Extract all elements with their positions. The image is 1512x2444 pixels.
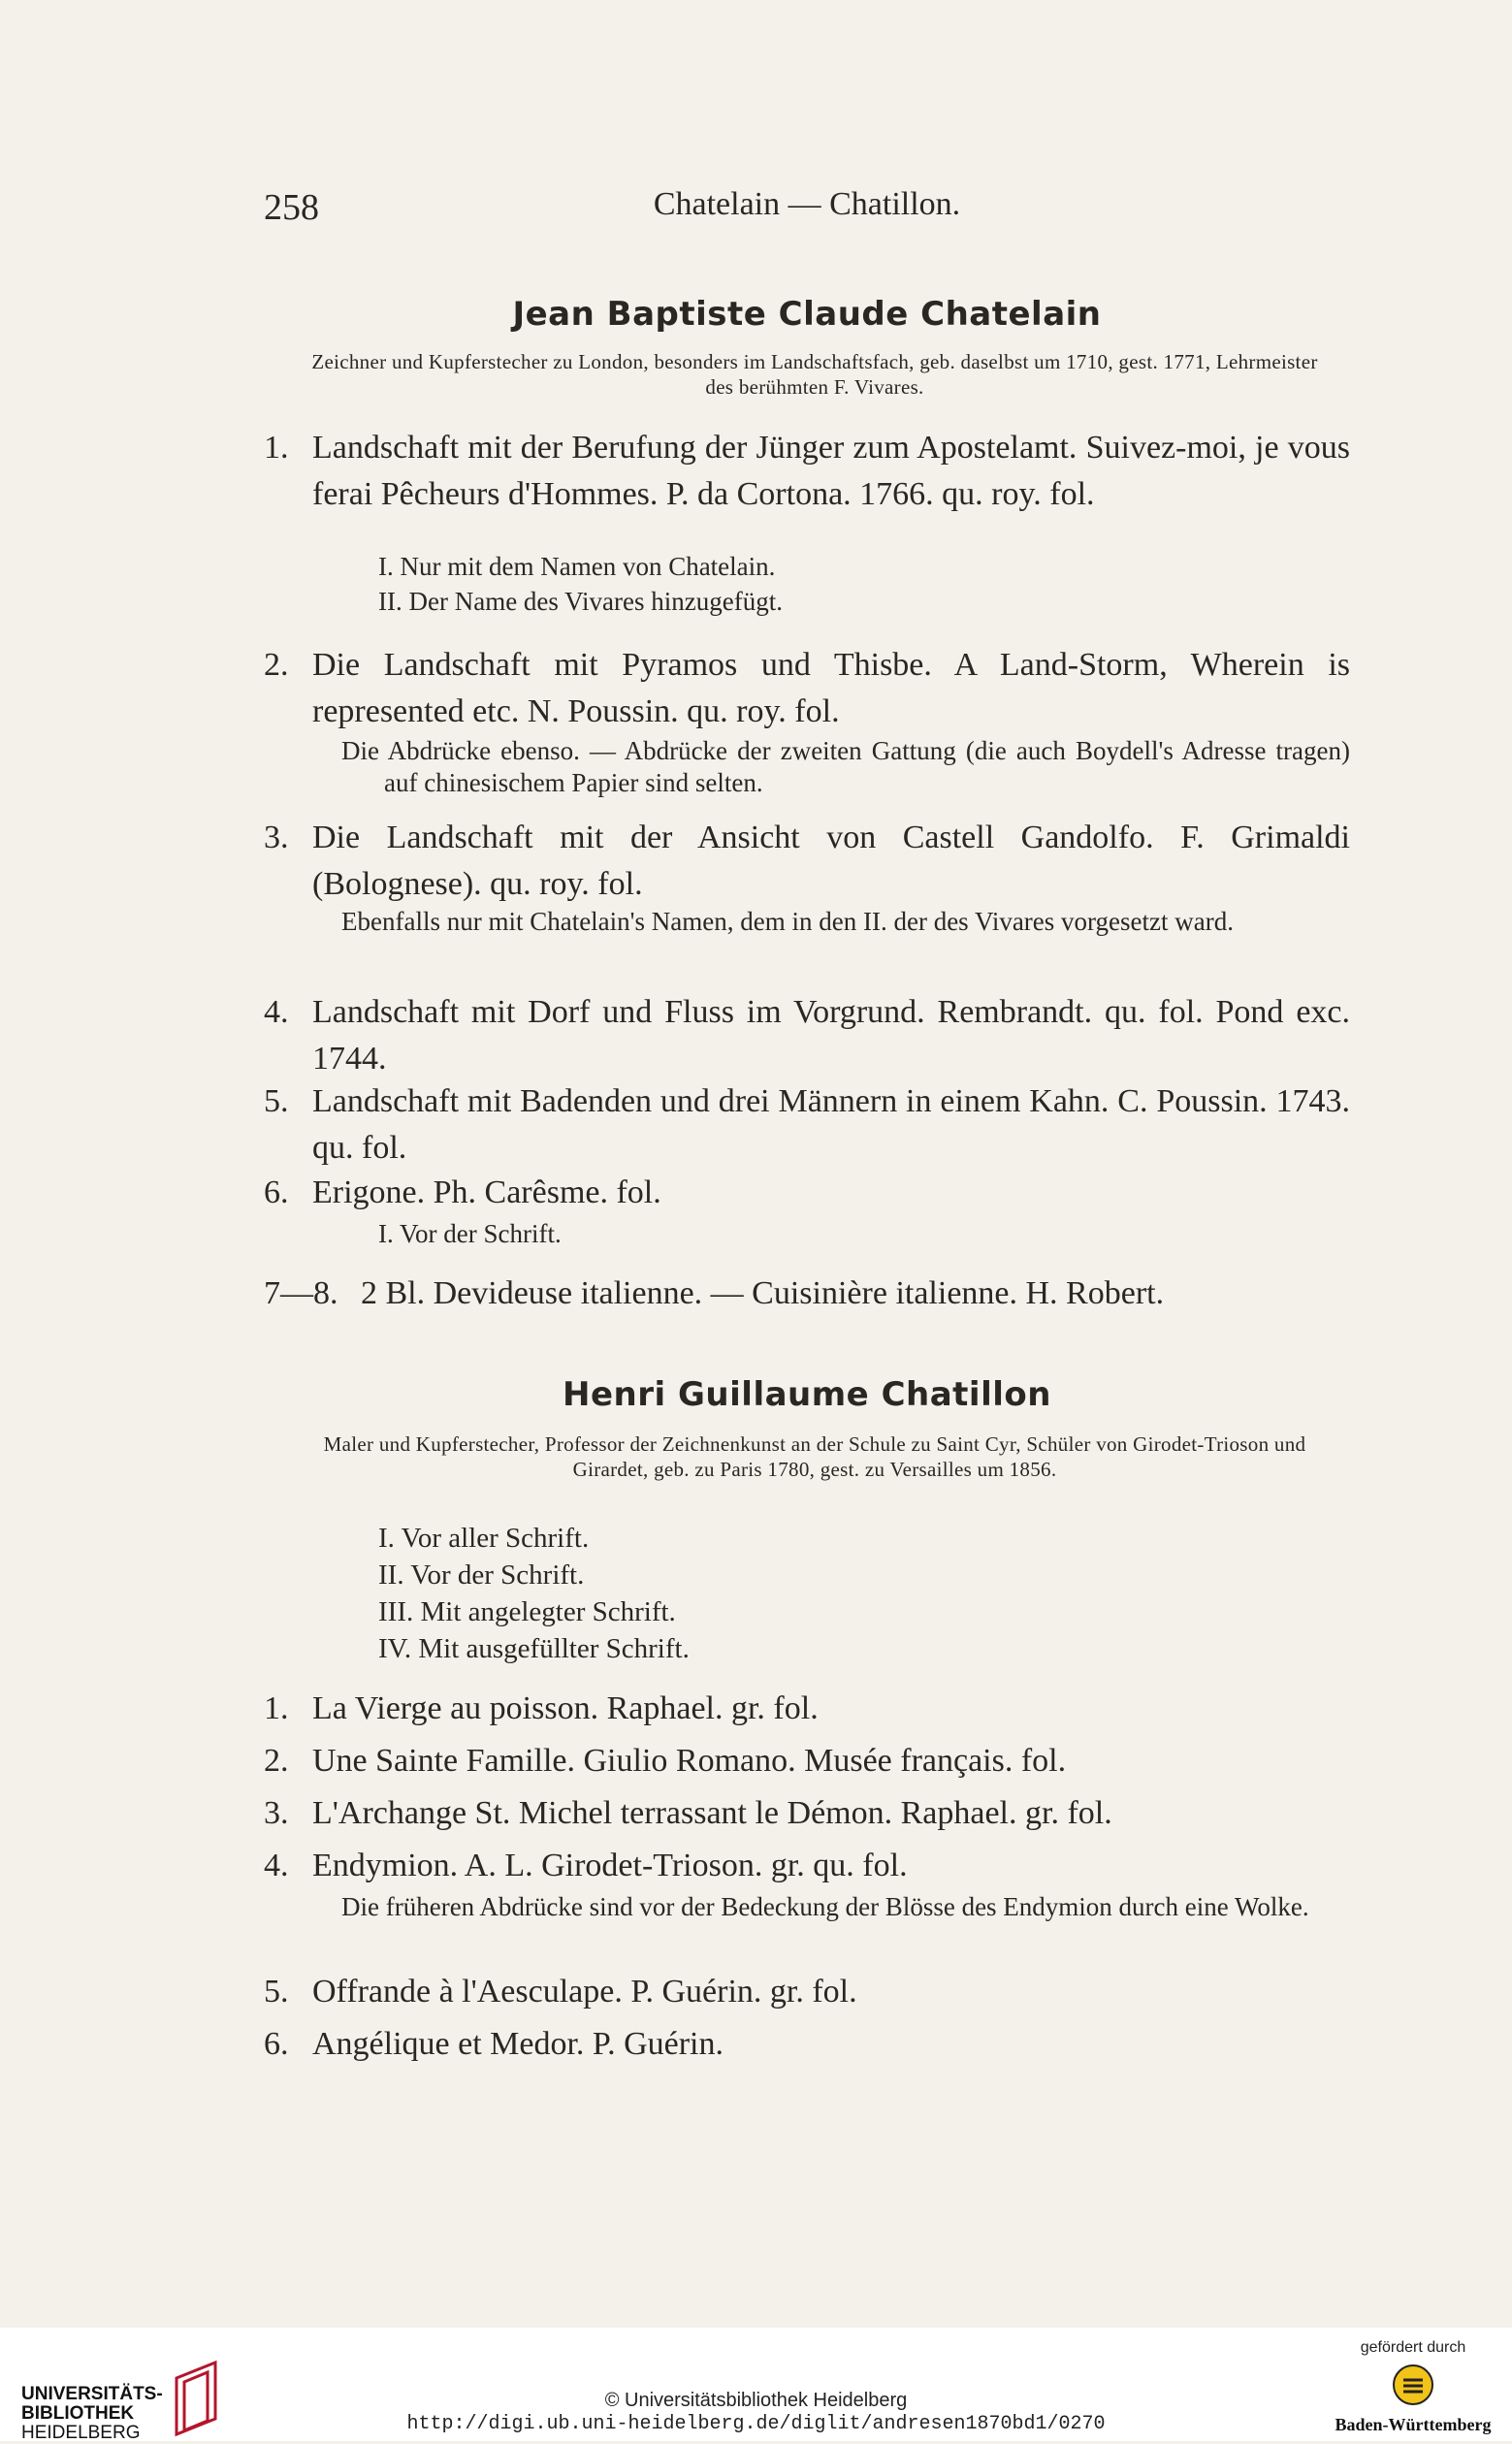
state-coat-of-arms-icon — [1391, 2363, 1435, 2407]
entry-number: 1. — [264, 430, 289, 466]
entry-number: 3. — [264, 820, 289, 855]
entry-chatillon-4 — [264, 1843, 1350, 1889]
digitization-footer — [0, 2328, 1512, 2441]
entry-text: Offrande à l'Aesculape. P. Guérin. gr. fol. — [312, 1974, 857, 2010]
entry-text: Die Landschaft mit der Ansicht von Castell Gandolfo. F. Grimaldi (Bolognese). qu. roy. fol. — [312, 820, 1350, 902]
state-note: II. Vor der Schrift. — [378, 1560, 585, 1591]
entry-text: Landschaft mit Badenden und drei Männern in einem Kahn. C. Poussin. 1743. qu. fol. — [312, 1083, 1350, 1166]
entry-number: 4. — [264, 994, 289, 1030]
entry-chatelain-6 — [264, 1170, 1350, 1216]
entry-number: 5. — [264, 1974, 289, 2010]
entry-text: Landschaft mit der Berufung der Jünger zum Apostelamt. Suivez-moi, je vous ferai Pêcheurs d'Hommes. P. da Cortona. 1766. qu. roy. fol. — [312, 430, 1350, 512]
entry-chatillon-3 — [264, 1790, 1350, 1837]
entry-chatelain-1 — [264, 425, 1350, 518]
sponsor-block — [1331, 2339, 1496, 2436]
entry-number: 3. — [264, 1795, 289, 1831]
entry-chatelain-4 — [264, 989, 1350, 1082]
entry-text: Die Landschaft mit Pyramos und Thisbe. A Land-Storm, Wherein is represented etc. N. Poussin. qu. roy. fol. — [312, 647, 1350, 729]
entry-text: L'Archange St. Michel terrassant le Démon. Raphael. gr. fol. — [312, 1795, 1112, 1831]
entry-chatelain-3 — [264, 815, 1350, 908]
page-number: 258 — [264, 187, 319, 228]
sponsor-label: gefördert durch — [1360, 2339, 1466, 2356]
artist-heading-chatelain: Jean Baptiste Claude Chatelain — [512, 295, 1102, 334]
entry-chatillon-5 — [264, 1969, 1350, 2015]
copyright-notice: © Universitätsbibliothek Heidelberg — [604, 2390, 908, 2411]
artist-bio-chatelain: Zeichner und Kupferstecher zu London, besonders im Landschaftsfach, geb. daselbst um 1710, gest. 1771, Lehrmeister des berühmten F. Vivares. — [311, 350, 1318, 399]
entry-text: Angélique et Medor. P. Guérin. — [312, 2026, 724, 2062]
entry-number: 1. — [264, 1690, 289, 1726]
entry-text: Erigone. Ph. Carêsme. fol. — [312, 1174, 661, 1210]
entry-number: 2. — [264, 1743, 289, 1779]
entry-chatelain-2 — [264, 642, 1350, 735]
note-text: Die früheren Abdrücke sind vor der Bedeckung der Blösse des Endymion durch eine Wolke. — [341, 1892, 1309, 1921]
entry-chatelain-5 — [264, 1078, 1350, 1172]
state-note: III. Mit angelegter Schrift. — [378, 1596, 676, 1627]
entry-text: Une Sainte Famille. Giulio Romano. Musée français. fol. — [312, 1743, 1067, 1779]
entry-number: 2. — [264, 647, 289, 683]
entry-text: Landschaft mit Dorf und Fluss im Vorgrund. Rembrandt. qu. fol. Pond exc. 1744. — [312, 994, 1350, 1077]
entry-chatillon-6 — [264, 2021, 1350, 2068]
state-note: I. Vor aller Schrift. — [378, 1523, 590, 1554]
entry-text: 2 Bl. Devideuse italienne. — Cuisinière italienne. H. Robert. — [361, 1275, 1165, 1311]
entry-text: Endymion. A. L. Girodet-Trioson. gr. qu. fol. — [312, 1848, 908, 1883]
sponsor-name: Baden-Württemberg — [1335, 2415, 1492, 2434]
entry-number: 7—8. — [264, 1275, 338, 1311]
entry-text: La Vierge au poisson. Raphael. gr. fol. — [312, 1690, 819, 1726]
running-head — [264, 186, 1350, 235]
artist-bio-chatillon: Maler und Kupferstecher, Professor der Zeichnenkunst an der Schule zu Saint Cyr, Schüler von Girodet-Trioson und Girardet, geb. zu Paris 1780, gest. zu Versailles um 1856. — [323, 1432, 1306, 1481]
note-text: Ebenfalls nur mit Chatelain's Namen, dem in den II. der des Vivares vorgesetzt ward. — [341, 907, 1234, 936]
entry-chatillon-2 — [264, 1738, 1350, 1785]
library-name-line: BIBLIOTHEK — [21, 2403, 135, 2424]
entry-number: 6. — [264, 2026, 289, 2062]
state-note: I. Nur mit dem Namen von Chatelain. — [378, 552, 776, 581]
permalink[interactable]: http://digi.ub.uni-heidelberg.de/diglit/andresen1870bd1/0270 — [406, 2413, 1106, 2435]
state-note: IV. Mit ausgefüllter Schrift. — [378, 1633, 690, 1664]
running-title: Chatelain — Chatillon. — [653, 186, 961, 222]
artist-heading-chatillon: Henri Guillaume Chatillon — [563, 1375, 1051, 1414]
state-note: I. Vor der Schrift. — [378, 1219, 562, 1248]
state-note: II. Der Name des Vivares hinzugefügt. — [378, 587, 783, 616]
entry-number: 4. — [264, 1848, 289, 1883]
note-text: Die Abdrücke ebenso. — Abdrücke der zweiten Gattung (die auch Boydell's Adresse tragen) auf chinesischem Papier sind selten. — [341, 736, 1350, 797]
entry-chatillon-1 — [264, 1686, 1350, 1732]
library-name-line: UNIVERSITÄTS- — [21, 2384, 163, 2404]
entry-chatelain-7-8 — [264, 1270, 1350, 1317]
entry-number: 6. — [264, 1174, 289, 1210]
library-name-line: HEIDELBERG — [21, 2423, 141, 2443]
entry-number: 5. — [264, 1083, 289, 1119]
